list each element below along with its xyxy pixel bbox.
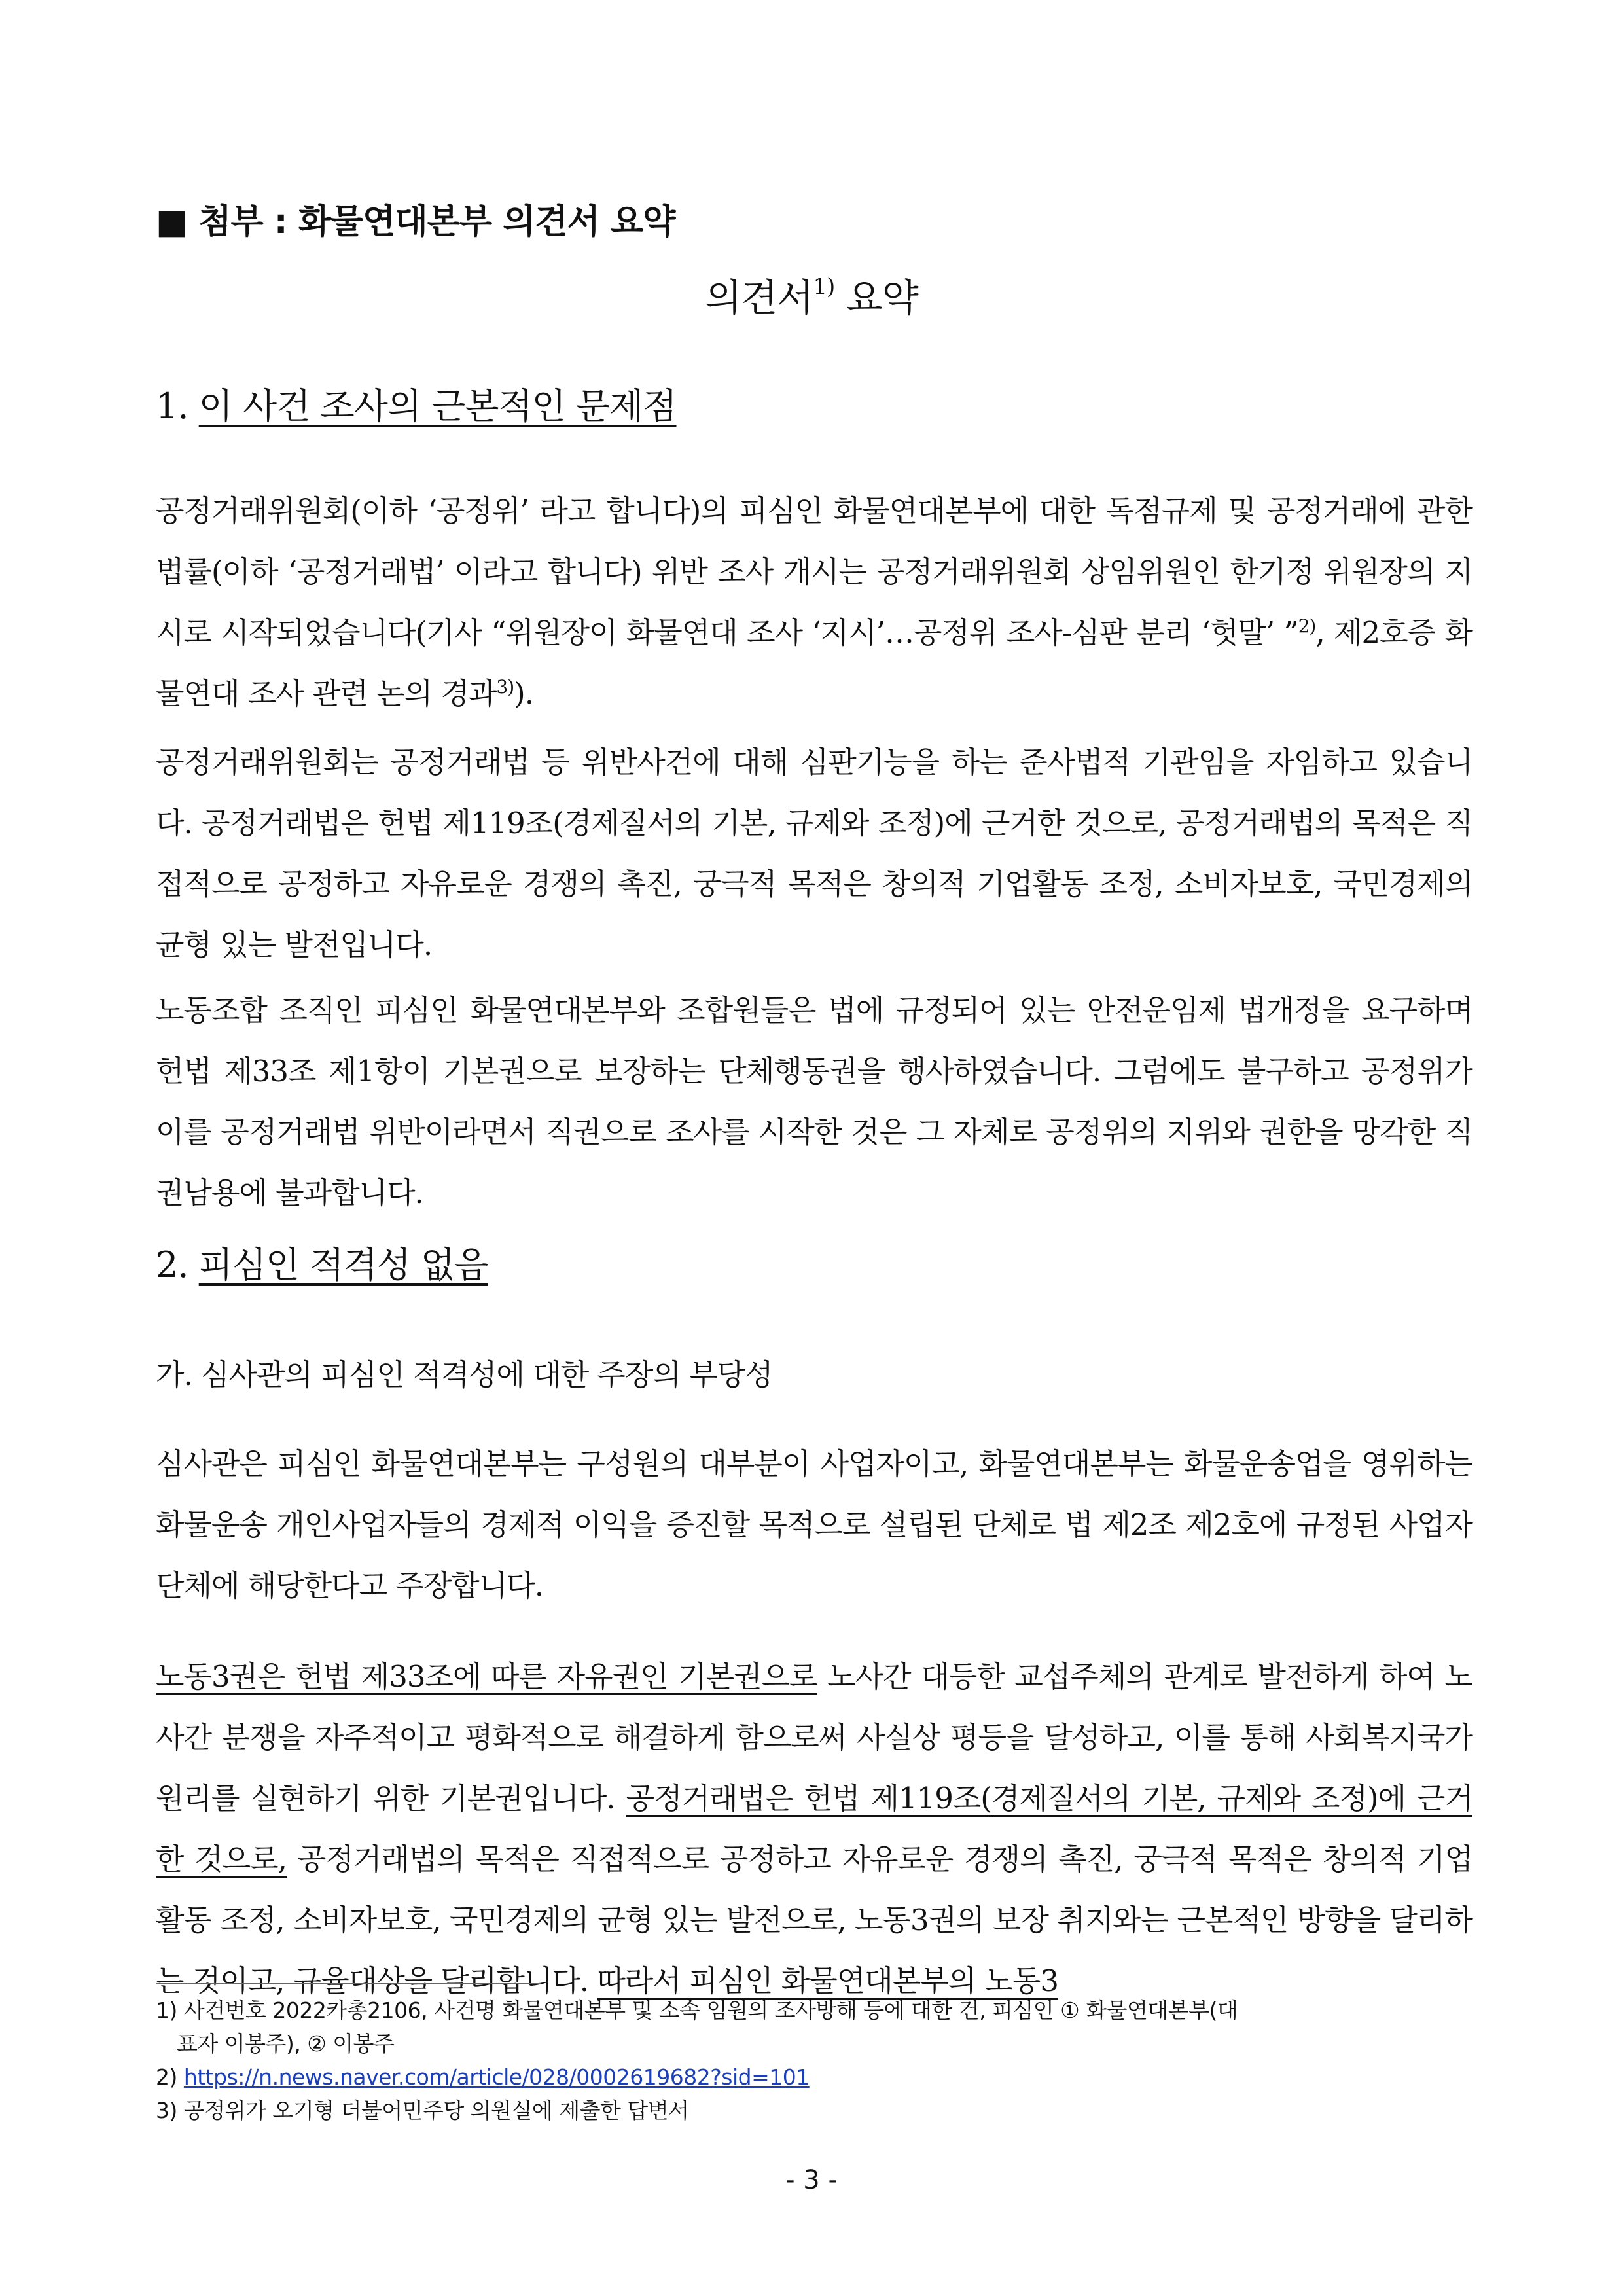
section-1-heading	[156, 378, 677, 429]
section-1-paragraph-1: 공정거래위원회(이하 ‘공정위’ 라고 합니다)의 피심인 화물연대본부에 대한 독점규제 및 공정거래에 관한 법률(이하 ‘공정거래법’ 이라고 합니다) 위반 조사 개시는 공정거래위원회 상임위원인 한기정 위원장의 지시로 시작되었습니다(기사 “위원장이 화물연대 조사 ‘지시’…공정위 조사-심판 분리 ‘헛말’ ”$^{2)}$, 제2호증 화물연대 조사 관련 논의 경과$^{3)}$).	[156, 493, 1472, 711]
attachment-header: ■ 첨부 : 화물연대본부 의견서 요약	[156, 202, 675, 242]
footnote-divider	[156, 1983, 541, 1984]
section-1-paragraph-3: 노동조합 조직인 피심인 화물연대본부와 조합원들은 법에 규정되어 있는 안전운임제 법개정을 요구하며 헌법 제33조 제1항이 기본권으로 보장하는 단체행동권을 행사하였습니다. 그럼에도 불구하고 공정위가 이를 공정거래법 위반이라면서 직권으로 조사를 시작한 것은 그 자체로 공정위의 지위와 권한을 망각한 직권남용에 불과합니다.	[156, 993, 1472, 1210]
news-article-link[interactable]: https://n.news.naver.com/article/028/0002619682?sid=101	[183, 2064, 810, 2090]
footnote-2: 2) https://n.news.naver.com/article/028/0002619682?sid=101	[156, 2064, 810, 2090]
footnote-3: 3) 공정위가 오기형 더불어민주당 의원실에 제출한 답변서	[156, 2098, 689, 2123]
title-suffix: 요약	[834, 276, 918, 320]
subsection-a-heading: 가. 심사관의 피심인 적격성에 대한 주장의 부당성	[156, 1357, 773, 1392]
section-1-paragraph-2: 공정거래위원회는 공정거래법 등 위반사건에 대해 심판기능을 하는 준사법적 기관임을 자임하고 있습니다. 공정거래법은 헌법 제119조(경제질서의 기본, 규제와 조정)에 근거한 것으로, 공정거래법의 목적은 직접적으로 공정하고 자유로운 경쟁의 촉진, 궁극적 목적은 창의적 기업활동 조정, 소비자보호, 국민경제의 균형 있는 발전입니다.	[156, 745, 1472, 962]
footnote-ref-2[interactable]: 2)	[1298, 615, 1316, 637]
section-2-paragraph-1: 심사관은 피심인 화물연대본부는 구성원의 대부분이 사업자이고, 화물연대본부는 화물운송업을 영위하는 화물운송 개인사업자들의 경제적 이익을 증진할 목적으로 설립된 단체로 법 제2조 제2호에 규정된 사업자단체에 해당한다고 주장합니다.	[156, 1446, 1472, 1603]
document-title	[0, 267, 1623, 322]
section-2-paragraph-2: 노동3권은 헌법 제33조에 따른 자유권인 기본권으로 노사간 대등한 교섭주체의 관계로 발전하게 하여 노사간 분쟁을 자주적이고 평화적으로 해결하게 함으로써 사실상 평등을 달성하고, 이를 통해 사회복지국가 원리를 실현하기 위한 기본권입니다. 공정거래법은 헌법 제119조(경제질서의 기본, 규제와 조정)에 근거한 것으로, 공정거래법의 목적은 직접적으로 공정하고 자유로운 경쟁의 촉진, 궁극적 목적은 창의적 기업활동 조정, 소비자보호, 국민경제의 균형 있는 발전으로, 노동3권의 보장 취지와는 근본적인 방향을 달리하는 것이고, 규율대상을 달리합니다. 따라서 피심인 화물연대본부의 노동3	[156, 1659, 1472, 1998]
section-2-heading	[156, 1237, 488, 1287]
footnote-ref-3[interactable]: 3)	[496, 676, 514, 698]
section-1-number: 1.	[156, 386, 188, 427]
title-text: 의견서	[705, 276, 813, 320]
page-number: - 3 -	[785, 2165, 838, 2195]
footnote-1: 1) 사건번호 2022카총2106, 사건명 화물연대본부 및 소속 임원의 조사방해 등에 대한 건, 피심인 ① 화물연대본부(대 표자 이봉주), ② 이봉주	[156, 1998, 1238, 2056]
footnotes	[156, 1994, 1472, 2127]
title-footnote-ref[interactable]: 1)	[813, 274, 835, 300]
section-2-title: 피심인 적격성 없음	[198, 1244, 488, 1285]
section-1-title: 이 사건 조사의 근본적인 문제점	[198, 386, 677, 427]
section-2-number: 2.	[156, 1244, 188, 1285]
